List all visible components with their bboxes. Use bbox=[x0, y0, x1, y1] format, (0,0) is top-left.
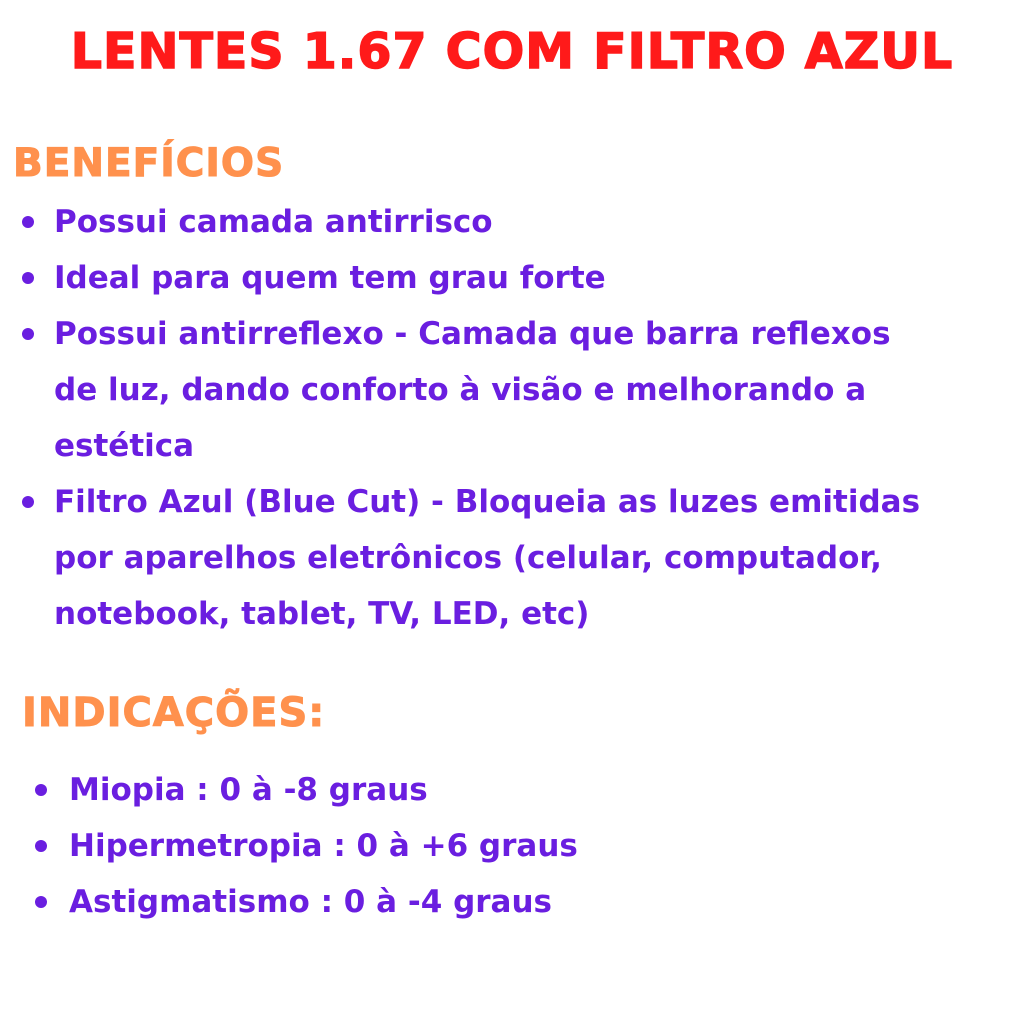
benefit-item-text: de luz, dando conforto à visão e melhorando a bbox=[54, 372, 867, 408]
benefit-item-text: Filtro Azul (Blue Cut) - Bloqueia as luzes emitidas bbox=[54, 484, 921, 520]
indication-item bbox=[69, 874, 578, 930]
benefit-item bbox=[54, 194, 920, 250]
benefit-item-text: Ideal para quem tem grau forte bbox=[54, 260, 606, 296]
page-title: LENTES 1.67 COM FILTRO AZUL bbox=[70, 23, 954, 80]
bullet-icon bbox=[35, 784, 47, 796]
benefit-item-text: por aparelhos eletrônicos (celular, computador, bbox=[54, 540, 882, 576]
benefit-item bbox=[54, 474, 920, 642]
bullet-icon bbox=[35, 840, 47, 852]
bullet-icon bbox=[35, 896, 47, 908]
benefit-item-text: estética bbox=[54, 428, 195, 464]
indications-list bbox=[69, 762, 578, 930]
bullet-icon bbox=[22, 328, 34, 340]
benefit-item bbox=[54, 250, 920, 306]
indications-heading: INDICAÇÕES: bbox=[22, 690, 326, 736]
bullet-icon bbox=[22, 216, 34, 228]
bullet-icon bbox=[22, 272, 34, 284]
benefit-item-text: notebook, tablet, TV, LED, etc) bbox=[54, 596, 590, 632]
indication-item bbox=[69, 762, 578, 818]
benefits-heading: BENEFÍCIOS bbox=[13, 141, 285, 186]
benefit-item-text: Possui antirreflexo - Camada que barra reflexos bbox=[54, 316, 891, 352]
benefit-item-text: Possui camada antirrisco bbox=[54, 204, 493, 240]
indication-item-text: Astigmatismo : 0 à -4 graus bbox=[69, 884, 552, 920]
indication-item bbox=[69, 818, 578, 874]
benefit-item bbox=[54, 306, 920, 474]
bullet-icon bbox=[22, 496, 34, 508]
indication-item-text: Miopia : 0 à -8 graus bbox=[69, 772, 428, 808]
benefits-list bbox=[54, 194, 920, 642]
indication-item-text: Hipermetropia : 0 à +6 graus bbox=[69, 828, 578, 864]
